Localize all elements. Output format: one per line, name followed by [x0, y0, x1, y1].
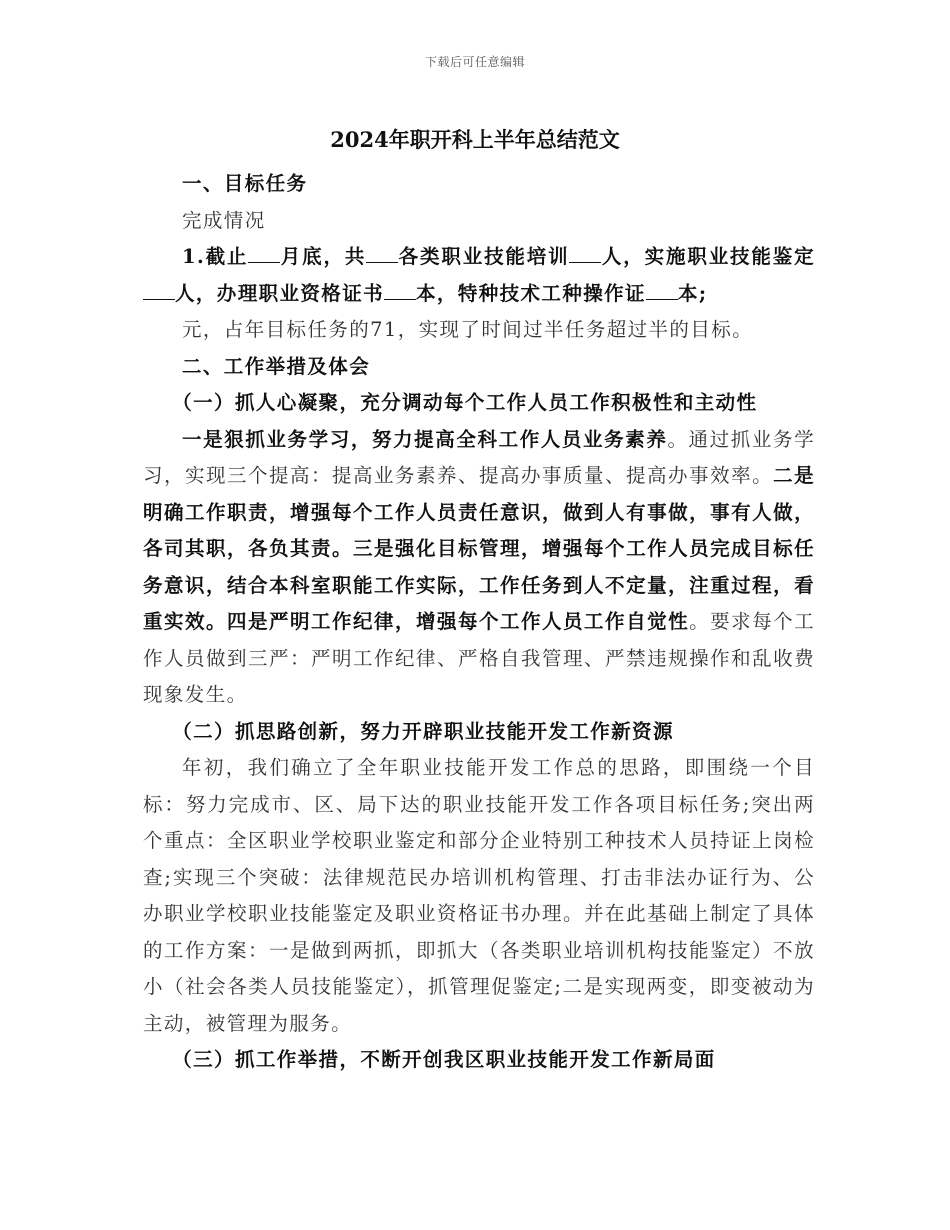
section-2-heading: 二、工作举措及体会	[182, 354, 371, 378]
fill-blank	[569, 244, 601, 263]
section-1-paragraph: 元，占年目标任务的71，实现了时间过半任务超过半的目标。	[182, 318, 754, 341]
section-1-item-1: 1.截止 月底，共 各类职业技能培训 人，实施职业技能鉴定人，办理职业资格证书 本，特种技术工种操作证 本;	[143, 239, 815, 312]
document-title: 2024年职开科上半年总结范文	[330, 127, 620, 152]
header-watermark: 下载后可任意编辑	[424, 55, 525, 69]
section-2-3-heading: （三）抓工作举措，不断开创我区职业技能开发工作新局面	[172, 1048, 716, 1071]
fill-blank	[248, 244, 280, 263]
section-1-heading: 一、目标任务	[182, 172, 308, 195]
section-2-1-paragraph: 一是狠抓业务学习，努力提高全科工作人员业务素养。通过抓业务学习，实现三个提高：提高业务素养、提高办事质量、提高办事效率。二是明确工作职责，增强每个工作人员责任意识，做到人有事做，事有人做，各司其职，各负其责。三是强化目标管理，增强每个工作人员完成目标任务意识，结合本科室职能工作实际，工作任务到人不定量，注重过程，看重实效。四是严明工作纪律，增强每个工作人员工作自觉性。要求每个工作人员做到三严：严明工作纪律、严格自我管理、严禁违规操作和乱收费现象发生。	[143, 427, 815, 706]
document-body	[143, 166, 815, 1079]
fill-blank	[384, 281, 416, 300]
section-2-2-heading: （二）抓思路创新，努力开辟职业技能开发工作新资源	[172, 719, 674, 743]
fill-blank	[366, 244, 398, 263]
section-1-subheading: 完成情况	[182, 208, 266, 232]
fill-blank	[646, 281, 678, 300]
fill-blank	[143, 281, 175, 300]
section-2-2-paragraph: 年初，我们确立了全年职业技能开发工作总的思路，即围绕一个目标：努力完成市、区、局下达的职业技能开发工作各项目标任务;突出两个重点：全区职业学校职业鉴定和部分企业特别工种技术人员持证上岗检查;实现三个突破：法律规范民办培训机构管理、打击非法办证行为、公办职业学校职业技能鉴定及职业资格证书办理。并在此基础上制定了具体的工作方案：一是做到两抓，即抓大（各类职业培训机构技能鉴定）不放小（社会各类人员技能鉴定），抓管理促鉴定;二是实现两变，即变被动为主动，被管理为服务。	[143, 756, 815, 1035]
section-2-1-heading: （一）抓人心凝聚，充分调动每个工作人员工作积极性和主动性	[172, 391, 758, 414]
